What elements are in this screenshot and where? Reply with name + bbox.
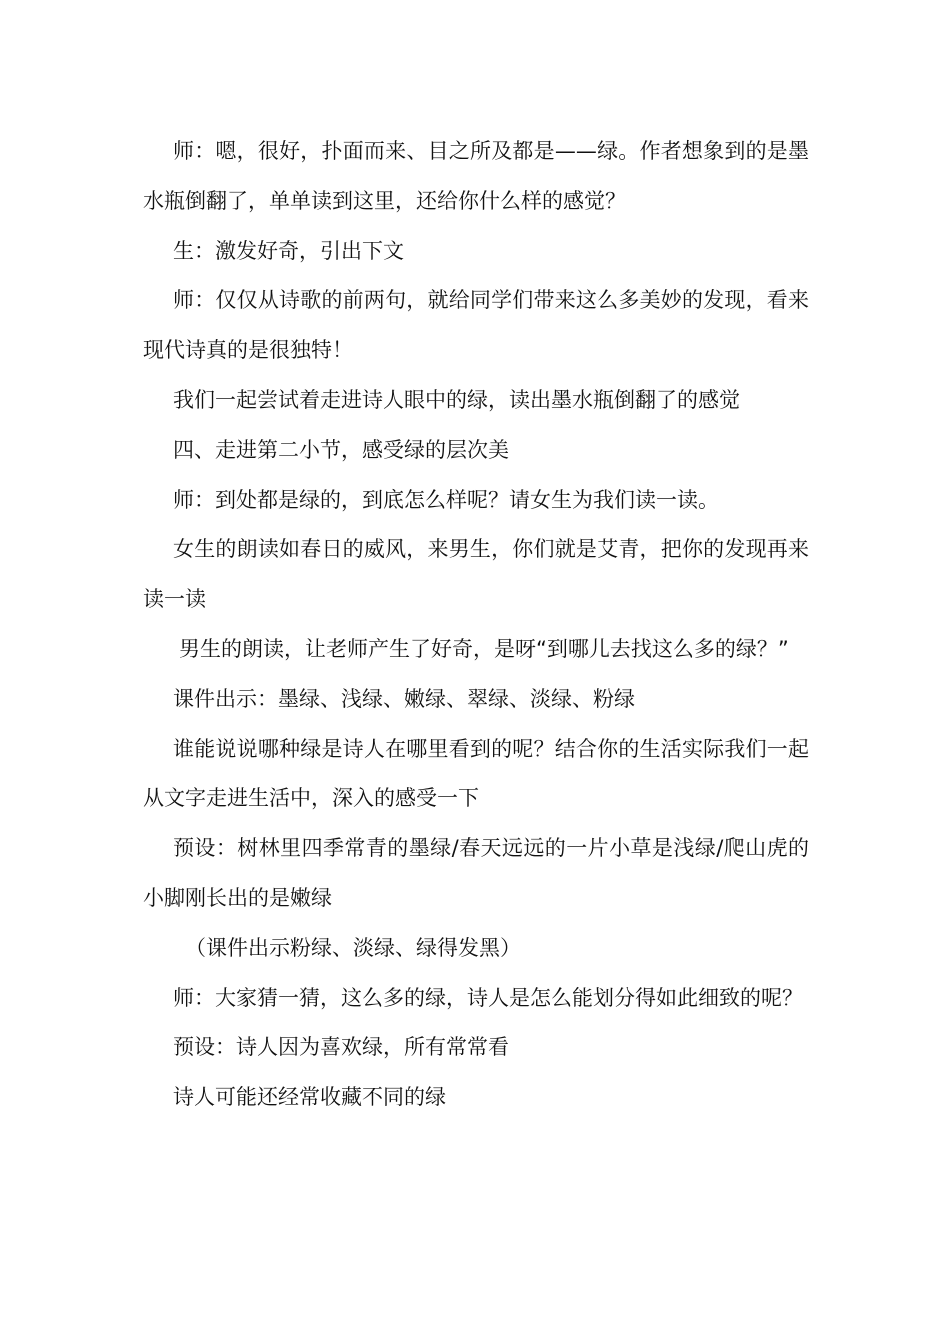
paragraph: 诗人可能还经常收藏不同的绿 [173, 1085, 446, 1110]
section-heading: 四、走进第二小节，感受绿的层次美 [173, 437, 509, 462]
paragraph: 师：到处都是绿的，到底怎么样呢？请女生为我们读一读。 [173, 487, 719, 512]
paragraph: 生：激发好奇，引出下文 [173, 238, 404, 263]
paragraph: 课件出示：墨绿、浅绿、嫩绿、翠绿、淡绿、粉绿 [173, 686, 635, 711]
paragraph: （课件出示粉绿、淡绿、绿得发黑） [185, 935, 521, 960]
paragraph: 男生的朗读，让老师产生了好奇，是呀“到哪儿去找这么多的绿？” [179, 636, 789, 661]
paragraph: 师：大家猜一猜，这么多的绿，诗人是怎么能划分得如此细致的呢？ [173, 985, 803, 1010]
paragraph: 谁能说说哪种绿是诗人在哪里看到的呢？结合你的生活实际我们一起从文字走进生活中，深入的感受一下 [143, 736, 809, 811]
paragraph: 师：仅仅从诗歌的前两句，就给同学们带来这么多美妙的发现，看来现代诗真的是很独特！ [143, 288, 809, 363]
paragraph: 预设：诗人因为喜欢绿，所有常常看 [173, 1035, 509, 1060]
paragraph: 师：嗯，很好，扑面而来、目之所及都是——绿。作者想象到的是墨水瓶倒翻了，单单读到这里，还给你什么样的感觉？ [143, 139, 809, 213]
paragraph: 女生的朗读如春日的威风，来男生，你们就是艾青，把你的发现再来读一读 [143, 537, 809, 612]
paragraph: 我们一起尝试着走进诗人眼中的绿，读出墨水瓶倒翻了的感觉 [173, 387, 740, 412]
document-body [143, 127, 809, 1123]
paragraph: 预设：树林里四季常青的墨绿/春天远远的一片小草是浅绿/爬山虎的小脚刚长出的是嫩绿 [143, 836, 809, 910]
